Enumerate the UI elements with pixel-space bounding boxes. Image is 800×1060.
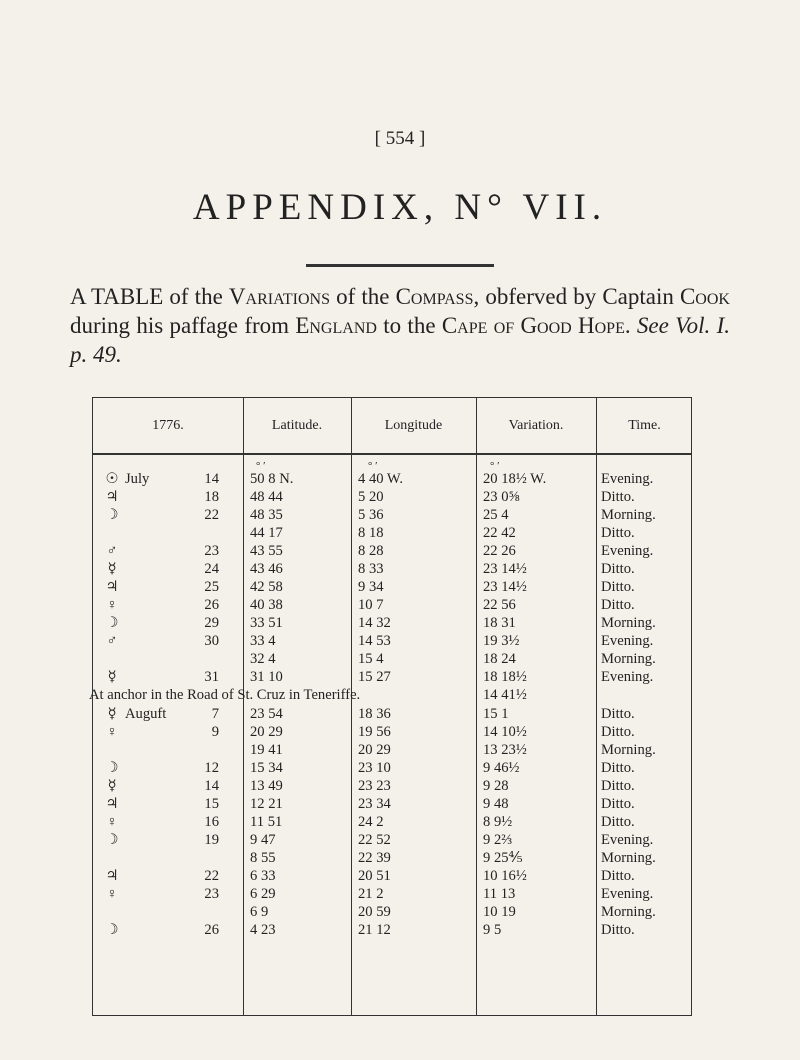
- variation-cell: 23 14½: [483, 579, 527, 595]
- latitude-cell: 42 58: [250, 579, 283, 595]
- day-cell: 24: [204, 561, 219, 577]
- variation-cell: 22 26: [483, 543, 516, 559]
- variation-cell: 18 18½: [483, 669, 527, 685]
- latitude-cell: 50 8 N.: [250, 471, 294, 487]
- table-body: [89, 470, 691, 939]
- time-cell: Ditto.: [601, 760, 635, 776]
- latitude-cell: 6 29: [250, 886, 276, 902]
- day-cell: 26: [204, 922, 219, 938]
- day-cell: 14: [204, 778, 219, 794]
- longitude-cell: 20 51: [358, 868, 391, 884]
- header-year: 1776.: [152, 418, 184, 433]
- day-symbol: ☉: [105, 471, 119, 487]
- time-cell: Morning.: [601, 507, 656, 523]
- day-symbol: ♃: [105, 579, 119, 595]
- longitude-cell: 5 36: [358, 507, 384, 523]
- day-symbol: ☽: [105, 922, 119, 938]
- variation-cell: 23 0⅝: [483, 489, 520, 505]
- time-cell: Ditto.: [601, 814, 635, 830]
- header-time: Time.: [628, 418, 661, 433]
- day-symbol: ♃: [105, 489, 119, 505]
- variation-cell: 18 31: [483, 615, 516, 631]
- table-row: [93, 777, 691, 795]
- time-cell: Ditto.: [601, 724, 635, 740]
- table-row: [93, 578, 691, 596]
- day-cell: 14: [204, 471, 219, 487]
- time-cell: Ditto.: [601, 489, 635, 505]
- longitude-cell: 24 2: [358, 814, 384, 830]
- longitude-cell: 18 36: [358, 706, 391, 722]
- day-cell: 23: [204, 886, 219, 902]
- day-cell: 30: [204, 633, 219, 649]
- table-row: [93, 596, 691, 614]
- day-cell: 12: [204, 760, 219, 776]
- latitude-cell: 43 46: [250, 561, 283, 577]
- day-cell: 23: [204, 543, 219, 559]
- day-symbol: ♀: [106, 814, 118, 830]
- latitude-cell: 23 54: [250, 706, 283, 722]
- time-cell: Evening.: [601, 832, 654, 848]
- time-cell: Morning.: [601, 904, 656, 920]
- table-row: [93, 668, 691, 686]
- latitude-cell: 6 33: [250, 868, 276, 884]
- table-row: [89, 686, 691, 705]
- variation-cell: 9 2⅔: [483, 832, 513, 848]
- day-cell: 29: [204, 615, 219, 631]
- latitude-cell: 4 23: [250, 922, 276, 938]
- day-cell: 9: [211, 724, 219, 740]
- variation-cell: 14 10½: [483, 724, 527, 740]
- time-cell: Ditto.: [601, 597, 635, 613]
- longitude-cell: 23 23: [358, 778, 391, 794]
- table-row: [93, 867, 691, 885]
- table-row: [93, 741, 691, 759]
- longitude-cell: 8 33: [358, 561, 384, 577]
- volume-reference: See Vol. I. p. 49.: [70, 313, 730, 367]
- day-cell: 22: [204, 507, 219, 523]
- day-symbol: ☿: [107, 561, 117, 577]
- time-cell: Evening.: [601, 471, 654, 487]
- latitude-cell: 9 47: [250, 832, 276, 848]
- table-row: [93, 470, 691, 488]
- appendix-label: APPENDIX,: [192, 187, 440, 228]
- latitude-cell: 33 51: [250, 615, 283, 631]
- latitude-cell: 44 17: [250, 525, 283, 541]
- table-row: [93, 488, 691, 506]
- time-cell: Ditto.: [601, 525, 635, 541]
- appendix-heading: [0, 186, 800, 229]
- longitude-cell: 22 39: [358, 850, 391, 866]
- time-cell: Morning.: [601, 742, 656, 758]
- day-symbol: ☽: [105, 615, 119, 631]
- variation-cell: 11 13: [483, 886, 516, 902]
- day-cell: 26: [204, 597, 219, 613]
- table-row: [93, 849, 691, 867]
- time-cell: Ditto.: [601, 922, 635, 938]
- header-longitude: Longitude: [384, 418, 443, 433]
- longitude-cell: 9 34: [358, 579, 384, 595]
- variation-cell: 8 9½: [483, 814, 513, 830]
- longitude-cell: 5 20: [358, 489, 384, 505]
- longitude-cell: 15 27: [358, 669, 391, 685]
- time-cell: Morning.: [601, 615, 656, 631]
- day-symbol: ♀: [106, 886, 118, 902]
- variation-cell: 25 4: [483, 507, 509, 523]
- header-variation: Variation.: [508, 418, 564, 433]
- day-symbol: ♀: [106, 724, 118, 740]
- variation-cell: 14 41½: [483, 687, 527, 703]
- latitude-cell: 48 44: [250, 489, 283, 505]
- variation-cell: 9 25⅘: [483, 850, 523, 866]
- variation-cell: 18 24: [483, 651, 516, 667]
- day-symbol: ♀: [106, 597, 118, 613]
- latitude-cell: 43 55: [250, 543, 283, 559]
- longitude-cell: 22 52: [358, 832, 391, 848]
- longitude-cell: 23 34: [358, 796, 391, 812]
- day-cell: 15: [204, 796, 219, 812]
- table-row: [93, 705, 691, 723]
- time-cell: Ditto.: [601, 706, 635, 722]
- longitude-cell: 21 2: [358, 886, 384, 902]
- variation-cell: 20 18½ W.: [483, 471, 547, 487]
- variation-cell: 22 56: [483, 597, 516, 613]
- table-row: [93, 903, 691, 921]
- longitude-cell: 10 7: [358, 597, 384, 613]
- month-cell: Auguft: [125, 706, 167, 722]
- latitude-cell: 13 49: [250, 778, 283, 794]
- day-symbol: ☿: [107, 669, 117, 685]
- page-number: [ 554 ]: [374, 128, 426, 149]
- table-row: [93, 524, 691, 542]
- variation-cell: 23 14½: [483, 561, 527, 577]
- day-symbol: ☽: [105, 507, 119, 523]
- longitude-cell: 20 29: [358, 742, 391, 758]
- time-cell: Evening.: [601, 886, 654, 902]
- time-cell: Morning.: [601, 651, 656, 667]
- time-cell: Ditto.: [601, 778, 635, 794]
- latitude-cell: 11 51: [250, 814, 283, 830]
- day-cell: 25: [204, 579, 219, 595]
- degree-minute-marks: ° ′: [368, 460, 378, 472]
- time-cell: Ditto.: [601, 579, 635, 595]
- longitude-cell: 14 53: [358, 633, 391, 649]
- table-row: [93, 614, 691, 632]
- day-cell: 7: [211, 706, 219, 722]
- longitude-cell: 23 10: [358, 760, 391, 776]
- day-symbol: ♂: [106, 633, 118, 649]
- variation-cell: 10 19: [483, 904, 516, 920]
- table-row: [93, 759, 691, 777]
- header-rule: [93, 453, 691, 455]
- table-row: [93, 921, 691, 939]
- table-row: [93, 560, 691, 578]
- day-cell: 18: [204, 489, 219, 505]
- latitude-cell: 33 4: [250, 633, 276, 649]
- time-cell: Ditto.: [601, 868, 635, 884]
- time-cell: Ditto.: [601, 561, 635, 577]
- longitude-cell: 14 32: [358, 615, 391, 631]
- longitude-cell: 8 28: [358, 543, 384, 559]
- table-title: A TABLE of the Variations of the Compass, obferved by Captain Cook during his paffage from England to the Cape of Good Hope. See Vol. I. p. 49.: [70, 284, 730, 367]
- table-row: [93, 542, 691, 560]
- day-cell: 22: [204, 868, 219, 884]
- time-cell: Evening.: [601, 543, 654, 559]
- latitude-cell: 20 29: [250, 724, 283, 740]
- latitude-cell: 8 55: [250, 850, 276, 866]
- longitude-cell: 19 56: [358, 724, 391, 740]
- degree-minute-marks: ° ′: [256, 460, 266, 472]
- variation-cell: 9 46½: [483, 760, 520, 776]
- header-latitude: Latitude.: [271, 418, 323, 433]
- longitude-cell: 20 59: [358, 904, 391, 920]
- latitude-cell: 12 21: [250, 796, 283, 812]
- variation-cell: 22 42: [483, 525, 516, 541]
- latitude-cell: 40 38: [250, 597, 283, 613]
- day-symbol: ☿: [107, 778, 117, 794]
- day-symbol: ♂: [106, 543, 118, 559]
- variation-cell: 15 1: [483, 706, 509, 722]
- table-row: [93, 795, 691, 813]
- latitude-cell: 31 10: [250, 669, 283, 685]
- longitude-cell: 8 18: [358, 525, 384, 541]
- table-row: [93, 506, 691, 524]
- latitude-cell: 19 41: [250, 742, 283, 758]
- anchor-note: At anchor in the Road of St. Cruz in Teneriffe.: [89, 687, 361, 703]
- variation-cell: 13 23½: [483, 742, 527, 758]
- day-symbol: ☽: [105, 760, 119, 776]
- table-row: [93, 831, 691, 849]
- day-symbol: ♃: [105, 868, 119, 884]
- longitude-cell: 4 40 W.: [358, 471, 404, 487]
- latitude-cell: 6 9: [250, 904, 269, 920]
- variation-cell: 9 5: [483, 922, 502, 938]
- table-row: [93, 632, 691, 650]
- time-cell: Morning.: [601, 850, 656, 866]
- time-cell: Ditto.: [601, 796, 635, 812]
- latitude-cell: 32 4: [250, 651, 276, 667]
- longitude-cell: 21 12: [358, 922, 391, 938]
- time-cell: Evening.: [601, 633, 654, 649]
- variations-table: [89, 397, 692, 1016]
- table-row: [93, 723, 691, 741]
- degree-minute-marks: ° ′: [490, 460, 500, 472]
- day-cell: 19: [204, 832, 219, 848]
- variation-cell: 9 28: [483, 778, 509, 794]
- latitude-cell: 48 35: [250, 507, 283, 523]
- day-symbol: ♃: [105, 796, 119, 812]
- heading-rule: [306, 264, 494, 267]
- month-cell: July: [125, 471, 150, 487]
- variation-cell: 10 16½: [483, 868, 527, 884]
- day-symbol: ☽: [105, 832, 119, 848]
- table-row: [93, 650, 691, 668]
- time-cell: Evening.: [601, 669, 654, 685]
- variation-cell: 19 3½: [483, 633, 520, 649]
- appendix-number: N° VII.: [454, 187, 608, 228]
- day-symbol: ☿: [107, 706, 117, 722]
- table-row: [93, 885, 691, 903]
- day-cell: 16: [204, 814, 219, 830]
- table-row: [93, 813, 691, 831]
- day-cell: 31: [204, 669, 219, 685]
- variation-cell: 9 48: [483, 796, 509, 812]
- latitude-cell: 15 34: [250, 760, 283, 776]
- longitude-cell: 15 4: [358, 651, 384, 667]
